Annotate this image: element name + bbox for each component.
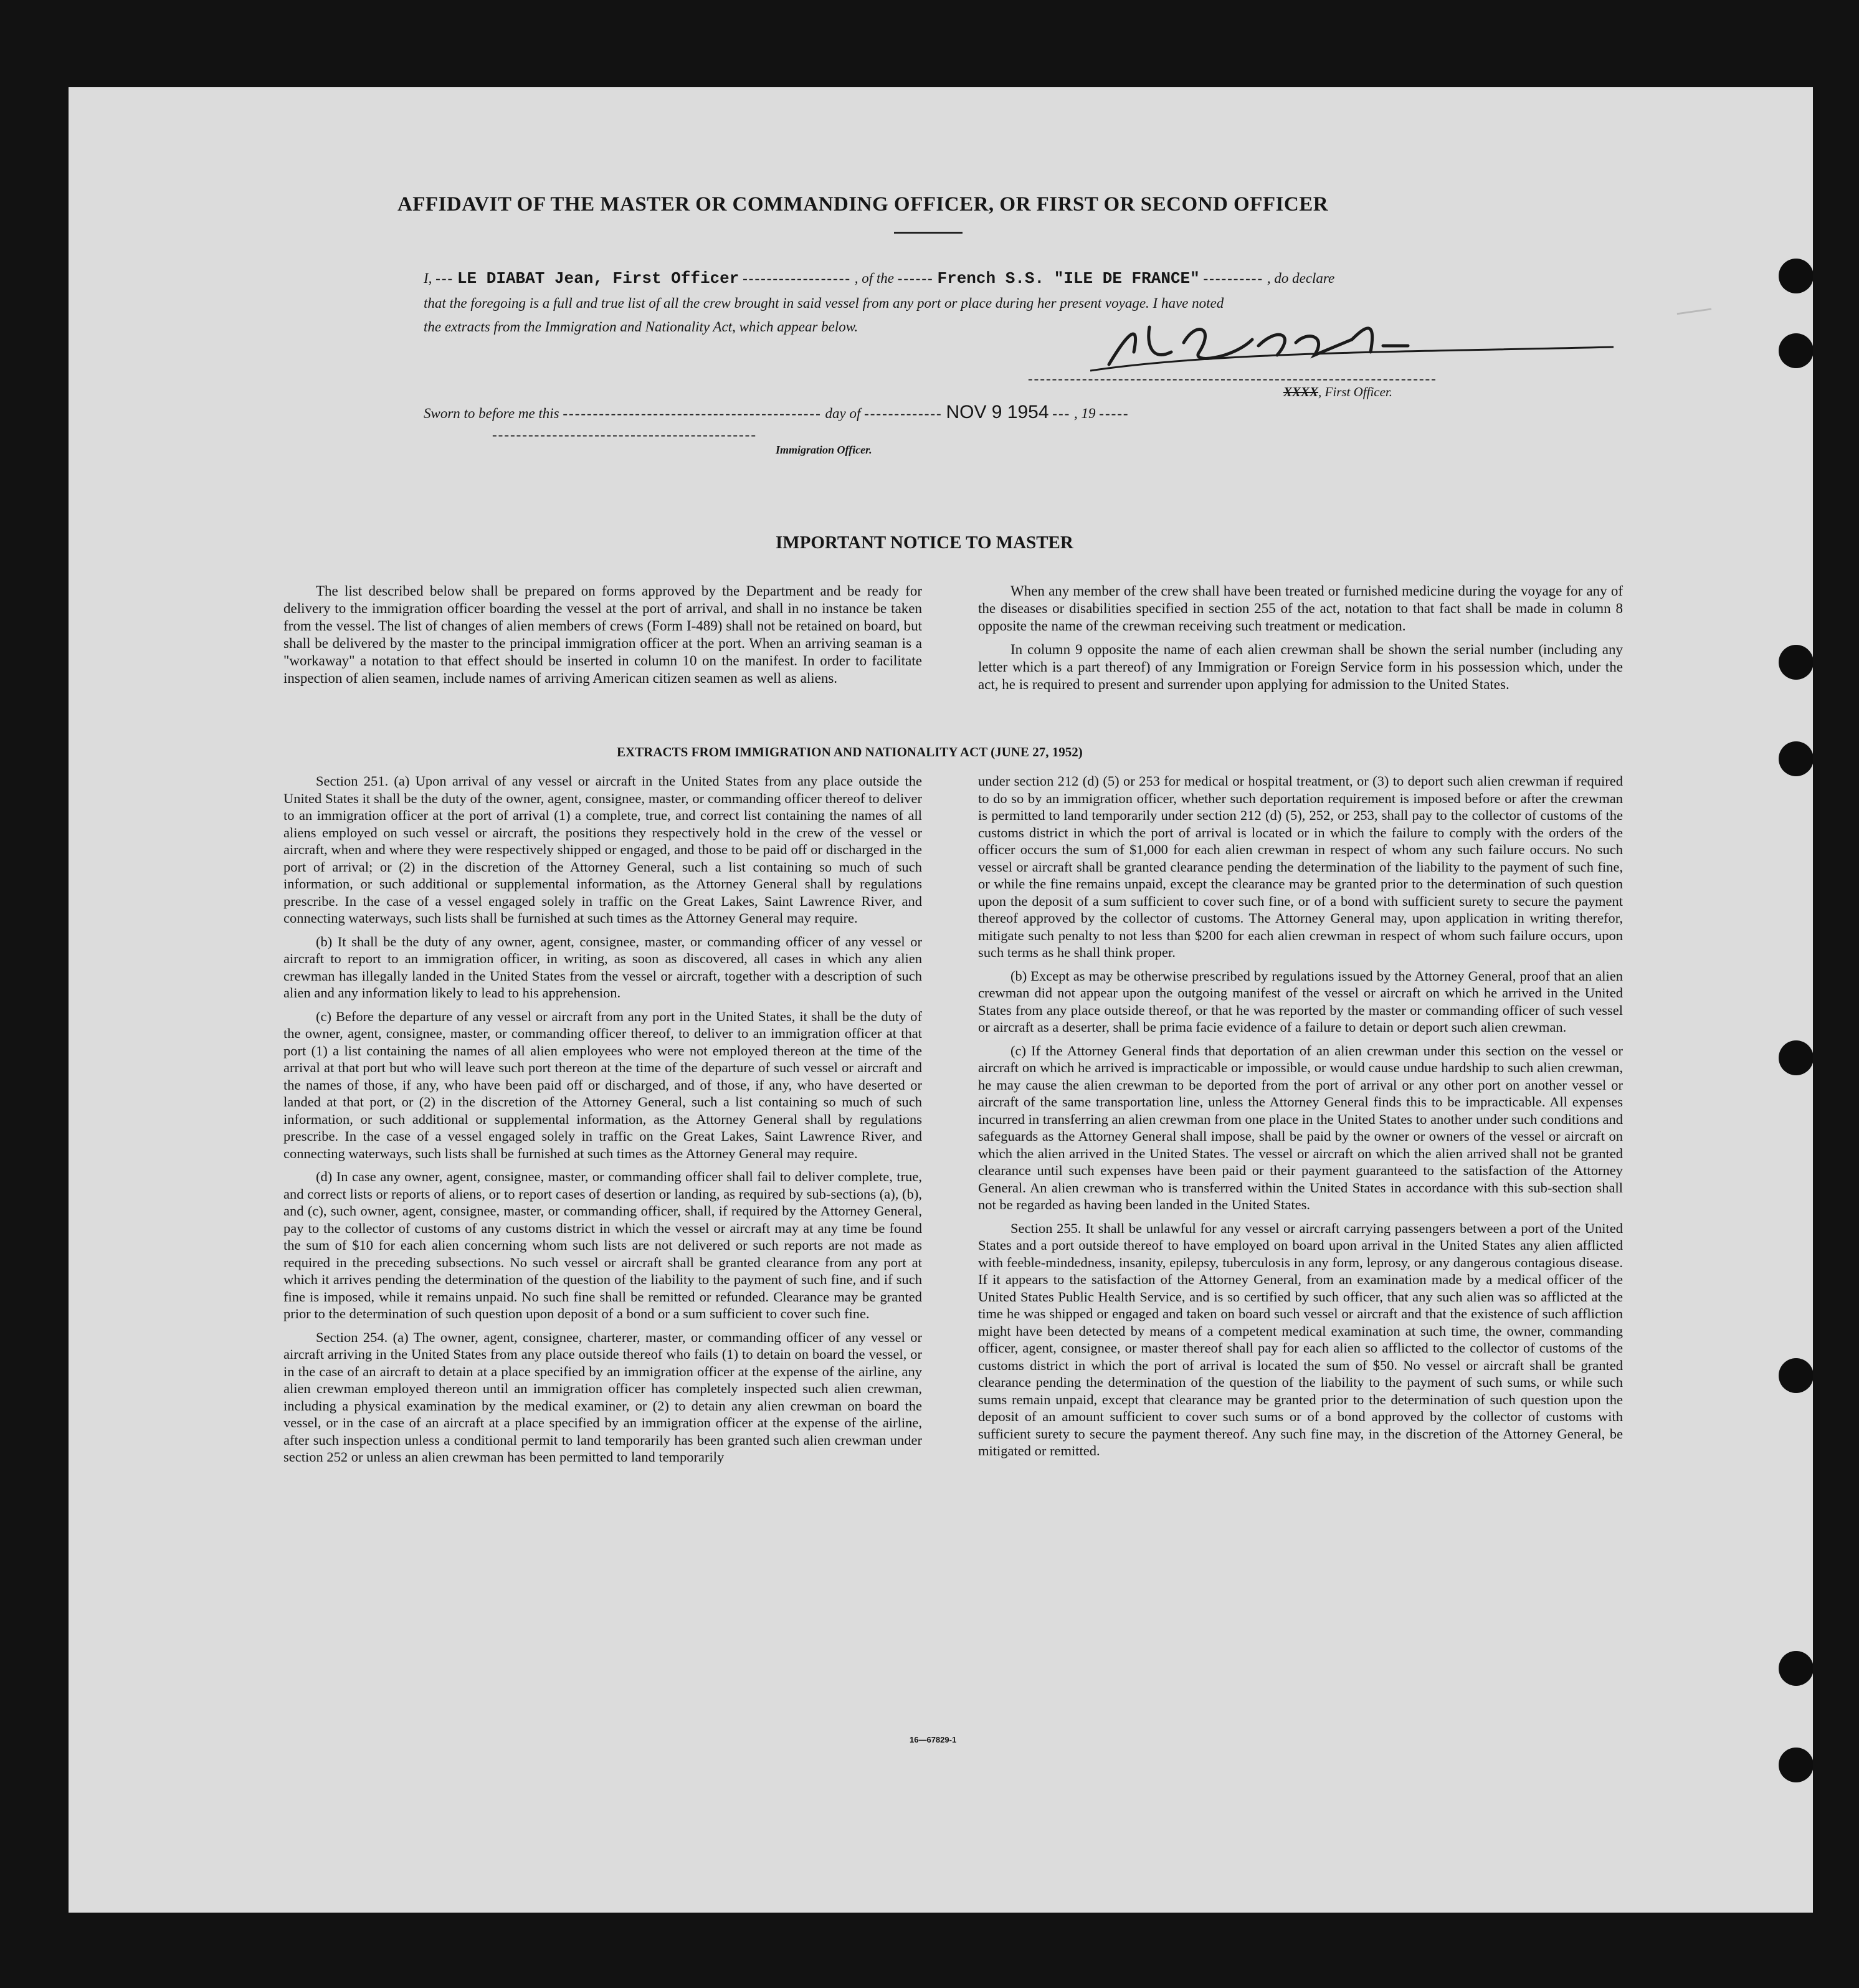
notice-left-paragraph: The list described below shall be prepared on forms approved by the Department and be ready for delivery to the immigration officer boarding the vessel at the port of arrival, and shall in no instance be taken from the vessel. The list of changes of alien members of crews (Form I-489) shall not be retained on board, but shall be delivered by the master to the principal immigration officer at the port. When an arriving seaman is a "workaway" a notation to that effect should be inserted in column 10 on the manifest. In order to facilitate inspection of alien seamen, include names of arriving American citizen seamen as well as aliens.: [283, 583, 922, 686]
sworn-label: Sworn to before me this: [424, 406, 559, 421]
immigration-officer-label: Immigration Officer.: [776, 444, 872, 456]
punch-hole: [1779, 1651, 1813, 1686]
document-page: [69, 87, 1813, 1913]
of-the-label: , of the: [854, 270, 895, 286]
extracts-right-column: [978, 773, 1623, 1466]
section-254-b: (b) Except as may be otherwise prescribed by regulations issued by the Attorney General, proof that an alien crewman did not appear upon the outgoing manifest of the vessel or aircraft on which he arrived in the United States from any place outside thereof, or that he was reported by the master or commanding officer of such vessel or aircraft as a deserter, shall be prima facie evidence of a failure to detain or deport such alien crewman.: [978, 968, 1623, 1035]
section-251-a: Section 251. (a) Upon arrival of any vessel or aircraft in the United States from any place outside the United States it shall be the duty of the owner, agent, consignee, master, or commanding officer thereof to deliver to an immigration officer at the port of arrival (1) a complete, true, and correct list containing the names of all aliens employed on such vessel or aircraft, the positions they respectively hold in the crew of the vessel or aircraft, when and where they were respectively shipped or engaged, and those to be paid off or discharged in the port of arrival; or (2) in the discretion of the Attorney General, such a list containing so much of such information, or such additional or supplemental information, as the Attorney General shall by regulations prescribe. In the case of a vessel engaged solely in traffic on the Great Lakes, Saint Lawrence River, and connecting waterways, such lists shall be furnished at such times as the Attorney General may require.: [283, 773, 922, 926]
section-251-c: (c) Before the departure of any vessel or aircraft from any port in the United States, it shall be the duty of the owner, agent, consignee, master, or commanding officer thereof, to deliver to an immigration officer at that port (1) a list containing the names of all alien employees who were not employed thereon at the time of the arrival at that port but who will leave such port thereon at the time of the departure of such vessel or aircraft and the names of those, if any, who have been paid off or discharged, and of those, if any, who have deserted or landed at that port, or (2) in the discretion of the Attorney General, such a list containing so much of such information, or such additional or supplemental information, as the Attorney General shall by regulations prescribe. In the case of a vessel engaged solely in traffic on the Great Lakes, Saint Lawrence River, and connecting waterways, such lists shall be furnished at such times as the Attorney General may require.: [283, 1008, 922, 1161]
title-underline: [894, 232, 963, 234]
punch-hole: [1779, 259, 1813, 293]
declaration-line-1: I, --- LE DIABAT Jean, First Officer ------------------ , of the ------ French S.S. "ILE DE FRANCE" ---------- , do declare: [424, 269, 1335, 288]
bleed-through-mark: ⸺: [1675, 296, 1714, 325]
officer-name: LE DIABAT Jean, First Officer: [457, 269, 739, 288]
affidavit-title: AFFIDAVIT OF THE MASTER OR COMMANDING OFFICER, OR FIRST OR SECOND OFFICER: [397, 193, 1329, 216]
punch-hole: [1779, 1040, 1813, 1075]
punch-hole: [1779, 645, 1813, 680]
declaration-line-2: that the foregoing is a full and true list of all the crew brought in said vessel from any port or place during her present voyage. I have noted: [424, 295, 1224, 311]
notice-title: IMPORTANT NOTICE TO MASTER: [776, 533, 1073, 553]
vessel-name: French S.S. "ILE DE FRANCE": [937, 269, 1200, 288]
punch-hole: [1779, 1358, 1813, 1393]
year-label: , 19: [1074, 406, 1096, 421]
punch-hole: [1779, 741, 1813, 776]
signature-caption: XXXX, First Officer.: [1283, 384, 1393, 399]
punch-hole: [1779, 333, 1813, 368]
day-of-label: day of: [825, 406, 861, 421]
officer-signature: [1090, 308, 1620, 377]
section-254-a-continued: under section 212 (d) (5) or 253 for medical or hospital treatment, or (3) to deport such alien crewman if required to do so by an immigration officer, whether such deportation requirement is imposed before or after the crewman is permitted to land temporarily under section 212 (d) (5), 252, or 253, shall pay to the collector of customs of the customs district in which the port of arrival is located or in which the failure to comply with the orders of the officer occurs the sum of $1,000 for each alien crewman in respect of whom any such failure occurs. No such vessel or aircraft shall be granted clearance pending the determination of the liability to the payment of such fine, or while the fine remains unpaid, except the clearance may be granted prior to the determination of such question upon the deposit of a sum sufficient to cover such fine, or of a bond with sufficient surety to secure the payment thereof approved by the collector of customs. The Attorney General may, upon application in writing therefor, mitigate such penalty to not less than $200 for each alien crewman in respect of whom such failure occurs, upon such terms as he shall think proper.: [978, 773, 1623, 960]
punch-hole: [1779, 1748, 1813, 1782]
signature-line: --------------------------------------------------------------------: [1028, 371, 1437, 386]
section-255: Section 255. It shall be unlawful for any vessel or aircraft carrying passengers between a port of the United States and a port outside thereof to have employed on board upon arrival in the United States any alien afflicted with feeble-mindedness, insanity, epilepsy, tuberculosis in any form, leprosy, or any dangerous contagious disease. If it appears to the satisfaction of the Attorney General, from an examination made by a medical officer of the United States Public Health Service, and is so certified by such officer, that any such alien was so afflicted at the time he was shipped or engaged and taken on board such vessel or aircraft and that the existence of such affliction might have been detected by means of a competent medical examination at such time, the owner, commanding officer, agent, consignee, or master thereof shall pay for each alien so afflicted to the collector of customs of the customs district in which the port of arrival is located the sum of $50. No vessel or aircraft shall be granted clearance pending the determination of the question of the liability to the payment of such sums, or while such sums remain unpaid, except that clearance may be granted prior to the determination of such question upon the deposit of an amount sufficient to cover such sums or of a bond approved by the collector of customs with sufficient surety to secure the payment thereof. Any such fine may, in the discretion of the Attorney General, be mitigated or remitted.: [978, 1220, 1623, 1458]
sworn-line: Sworn to before me this ------------------------------------------- day of ------------- NOV 9 1954 --- , 19 -----: [424, 402, 1129, 422]
section-254-a: Section 254. (a) The owner, agent, consignee, charterer, master, or commanding officer of any vessel or aircraft arriving in the United States from any place outside thereof who fails (1) to detain on board the vessel, or in the case of an aircraft to detain at a place specified by an immigration officer at the expense of the airline, any alien crewman employed thereon until an immigration officer has completely inspected such alien crewman, including a physical examination by the medical examiner, or (2) to detain any alien crewman on board the vessel, or in the case of an aircraft at a place specified by an immigration officer at the expense of the airline, after such inspection unless a conditional permit to land temporarily has been granted such alien crewman under section 252 or unless an alien crewman has been permitted to land temporarily: [283, 1329, 922, 1465]
notice-right-column: [978, 583, 1623, 700]
extracts-title: EXTRACTS FROM IMMIGRATION AND NATIONALITY ACT (JUNE 27, 1952): [617, 744, 1083, 759]
section-251-b: (b) It shall be the duty of any owner, agent, consignee, master, or commanding officer of any vessel or aircraft to report to an immigration officer, in writing, as soon as discovered, all cases in which any alien crewman has illegally landed in the United States from the vessel or aircraft, together with a description of such alien and any information likely to lead to his apprehension.: [283, 933, 922, 1001]
declaration-line-3: the extracts from the Immigration and Nationality Act, which appear below.: [424, 319, 858, 335]
section-254-c: (c) If the Attorney General finds that deportation of an alien crewman under this section on the vessel or aircraft on which he arrived is impracticable or impossible, or would cause undue hardship to such alien crewman, he may cause the alien crewman to be deported from the port of arrival or any other port on another vessel or aircraft of the same transportation line, unless the Attorney General finds this to be impracticable. All expenses incurred in transferring an alien crewman from one place in the United States to another under such conditions and safeguards as the Attorney General shall impose, shall be paid by the owner or owners of the vessel or aircraft on which the alien arrived in the United States. The vessel or aircraft on which the alien arrived shall not be granted clearance until such expenses have been paid or their payment guaranteed to the satisfaction of the Attorney General. An alien crewman who is transferred within the United States in accordance with this sub-section shall not be regarded as having been landed in the United States.: [978, 1042, 1623, 1212]
notice-right-paragraph-2: In column 9 opposite the name of each alien crewman shall be shown the serial number (including any letter which is a part thereof) of any Immigration or Foreign Service form in his possession which, under the act, he is required to present and surrender upon applying for admission to the United States.: [978, 642, 1623, 692]
do-declare-label: , do declare: [1267, 270, 1335, 286]
notice-left-column: [283, 583, 922, 693]
section-251-d: (d) In case any owner, agent, consignee, master, or commanding officer shall fail to deliver complete, true, and correct lists or reports of aliens, or to report cases of desertion or landing, as required by sub-sections (a), (b), and (c), such owner, agent, consignee, master, or commanding officer, shall, if required by the Attorney General, pay to the collector of customs of any customs district in which the vessel or aircraft may at any time be found the sum of $10 for each alien concerning whom such lists are not delivered or such reports are not made as required in the preceding subsections. No such vessel or aircraft shall be granted clearance from any port at which it arrives pending the determination of the question of the liability to the payment of such fine, and if such fine is imposed, while it remains unpaid. No such fine shall be remitted or refunded. Clearance may be granted prior to the determination of such question upon deposit of a bond or a sum sufficient to cover such fine.: [283, 1169, 922, 1321]
extracts-left-column: [283, 773, 922, 1472]
immigration-officer-line: --------------------------------------------: [492, 427, 758, 442]
notice-right-paragraph-1: When any member of the crew shall have been treated or furnished medicine during the voyage for any of the diseases or disabilities specified in section 255 of the act, notation to that fact shall be made in column 8 opposite the name of the crewman receiving such treatment or medication.: [978, 583, 1623, 634]
form-code: 16—67829-1: [910, 1735, 957, 1744]
i-label: I,: [424, 270, 432, 286]
sworn-date-stamp: NOV 9 1954: [946, 402, 1049, 422]
